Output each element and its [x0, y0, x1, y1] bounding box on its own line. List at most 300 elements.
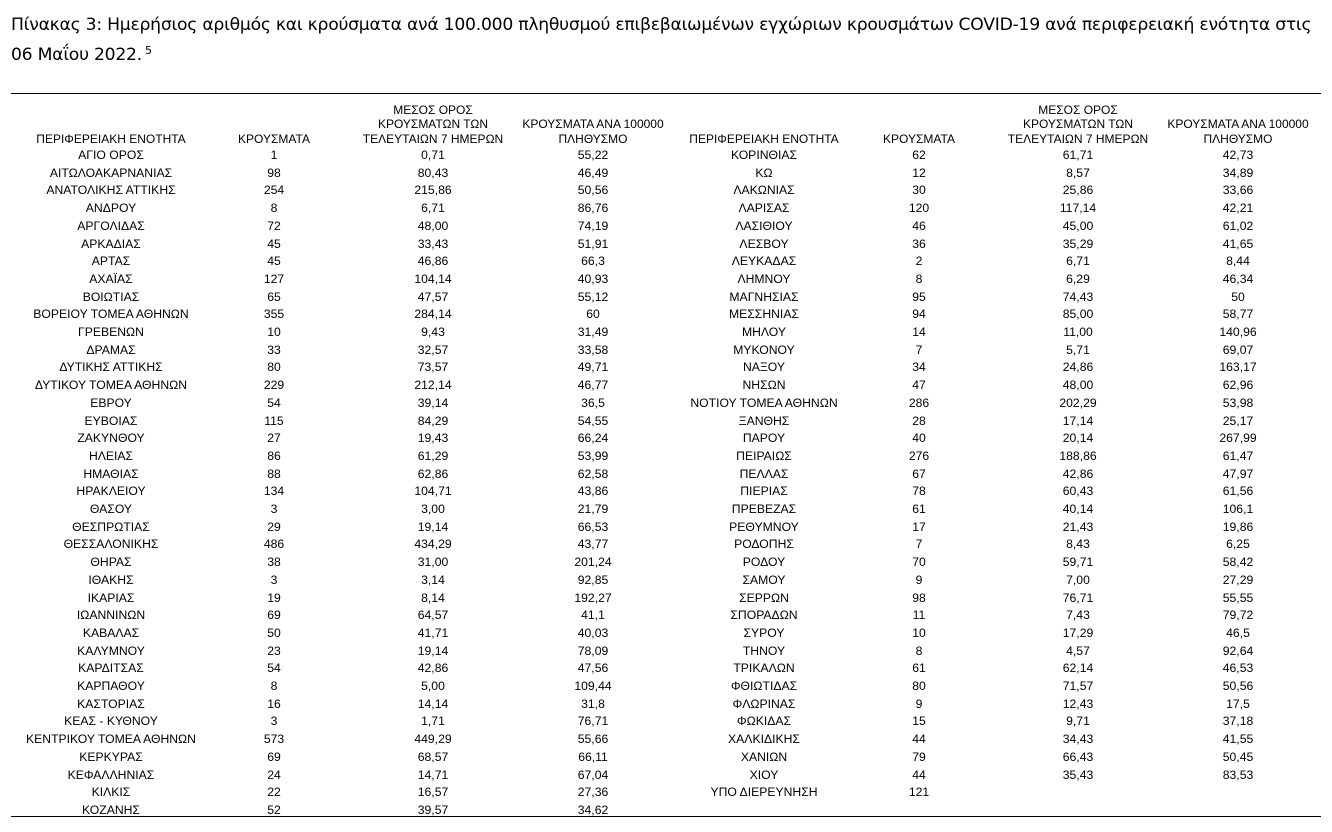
table-top-rule: [11, 93, 1321, 94]
avg7-cell: 7,00: [1066, 572, 1090, 587]
avg7-cell: 21,43: [1062, 519, 1094, 534]
region-cell: ΙΚΑΡΙΑΣ: [87, 590, 135, 605]
avg7-cell: 31,00: [417, 555, 449, 570]
avg7-cell: 35,43: [1062, 767, 1094, 782]
table-row-right: [0, 359, 1332, 377]
per100k-cell: 201,24: [574, 555, 612, 570]
region-cell: ΤΡΙΚΑΛΩΝ: [733, 661, 795, 676]
per100k-cell: 74,19: [577, 218, 609, 233]
cases-cell: 115: [264, 413, 284, 428]
table-row-right: [0, 466, 1332, 484]
cases-cell: 72: [267, 218, 281, 233]
region-cell: ΕΒΡΟΥ: [90, 395, 132, 410]
table-row-right: [0, 625, 1332, 643]
table-row-right: [0, 413, 1332, 431]
avg7-cell: 7,43: [1066, 608, 1090, 623]
cases-cell: 79: [912, 749, 926, 764]
avg7-cell: 34,43: [1062, 732, 1094, 747]
cases-cell: 61: [912, 502, 926, 516]
cases-cell: 1: [270, 148, 278, 162]
avg7-cell: 11,00: [1063, 325, 1093, 339]
avg7-cell: 61,71: [1062, 148, 1094, 162]
table-row-right: [0, 271, 1332, 289]
cases-cell: 54: [267, 661, 281, 676]
avg7-cell: 39,14: [417, 395, 449, 410]
table-row-right: [0, 218, 1332, 236]
region-cell: ΣΠΟΡΑΔΩΝ: [730, 608, 798, 623]
region-cell: ΛΑΡΙΣΑΣ: [738, 201, 790, 216]
header-per100k-left: ΚΡΟΥΣΜΑΤΑ ΑΝΑ 100000 ΠΛΗΘΥΣΜΟ: [522, 117, 664, 146]
per100k-cell: 47,97: [1222, 466, 1254, 481]
avg7-cell: 5,00: [421, 679, 445, 693]
avg7-cell: 9,71: [1066, 714, 1090, 729]
per100k-cell: 79,72: [1222, 608, 1254, 623]
cases-cell: 69: [267, 608, 281, 623]
per100k-cell: 66,24: [577, 431, 609, 446]
region-cell: ΘΕΣΣΑΛΟΝΙΚΗΣ: [63, 537, 159, 552]
cases-cell: 3: [270, 714, 278, 729]
table-row-right: [0, 749, 1332, 767]
region-cell: ΑΡΓΟΛΙΔΑΣ: [77, 218, 145, 233]
region-cell: ΛΕΥΚΑΔΑΣ: [731, 254, 797, 269]
cases-cell: 29: [267, 519, 281, 534]
per100k-cell: 76,71: [577, 714, 609, 729]
region-cell: ΑΝΑΤΟΛΙΚΗΣ ΑΤΤΙΚΗΣ: [46, 183, 176, 198]
region-cell: ΦΛΩΡΙΝΑΣ: [732, 696, 796, 711]
cases-cell: 62: [912, 148, 926, 162]
table-row-right: [0, 784, 1332, 802]
avg7-cell: 74,43: [1062, 289, 1094, 304]
cases-cell: 286: [908, 395, 930, 410]
cases-cell: 8: [270, 679, 278, 693]
cases-cell: 24: [267, 767, 281, 782]
avg7-cell: 42,86: [417, 661, 449, 676]
footnote-marker: 5: [144, 44, 152, 57]
per100k-cell: 41,1: [581, 608, 605, 623]
table-row-right: [0, 501, 1332, 519]
region-cell: ΡΕΘΥΜΝΟΥ: [729, 519, 799, 534]
per100k-cell: 53,99: [577, 448, 609, 463]
avg7-cell: 12,43: [1062, 696, 1094, 711]
region-cell: ΣΑΜΟΥ: [742, 572, 786, 587]
avg7-cell: 202,29: [1059, 395, 1097, 410]
cases-cell: 7: [915, 537, 923, 552]
cases-cell: 8: [915, 643, 923, 658]
avg7-cell: 14,14: [417, 696, 449, 711]
avg7-cell: 47,57: [417, 289, 449, 304]
table-row-right: [0, 519, 1332, 537]
avg7-cell: 20,14: [1062, 431, 1094, 446]
table-row-right: [0, 253, 1332, 271]
per100k-cell: 61,02: [1222, 218, 1254, 233]
avg7-cell: 6,71: [1066, 254, 1090, 269]
per100k-cell: 83,53: [1222, 767, 1254, 782]
region-cell: ΡΟΔΟΥ: [742, 555, 786, 570]
region-cell: ΗΜΑΘΙΑΣ: [83, 466, 139, 481]
region-cell: ΓΡΕΒΕΝΩΝ: [78, 325, 144, 339]
table-row-right: [0, 448, 1332, 466]
avg7-cell: 25,86: [1062, 183, 1094, 198]
per100k-cell: 42,21: [1222, 201, 1254, 216]
avg7-cell: 434,29: [414, 537, 452, 552]
cases-cell: 276: [908, 448, 930, 463]
cases-cell: 88: [267, 466, 281, 481]
table-row-right: [0, 182, 1332, 200]
cases-cell: 38: [267, 555, 281, 570]
table-row-right: [0, 554, 1332, 572]
caption-text: Πίνακας 3: Ημερήσιος αριθμός και κρούσματα ανά 100.000 πληθυσμού επιβεβαιωμένων εγχώριων κρουσμάτων COVID-19 ανά περιφερειακή ενότητα στις 06 Μαΐου 2022.: [11, 15, 1312, 65]
cases-cell: 11: [912, 608, 926, 623]
per100k-cell: 86,76: [577, 201, 609, 216]
per100k-cell: 46,77: [577, 378, 609, 393]
avg7-cell: 41,71: [417, 625, 449, 640]
region-cell: ΠΕΙΡΑΙΩΣ: [736, 448, 792, 463]
region-cell: ΜΗΛΟΥ: [741, 325, 787, 339]
avg7-cell: 19,14: [417, 643, 449, 658]
avg7-cell: 5,71: [1066, 342, 1090, 357]
avg7-cell: 19,14: [417, 519, 449, 534]
avg7-cell: 6,29: [1066, 271, 1090, 286]
avg7-cell: 71,57: [1062, 679, 1094, 693]
avg7-cell: 62,14: [1062, 661, 1094, 676]
avg7-cell: 80,43: [417, 165, 449, 180]
table-row-right: [0, 165, 1332, 183]
region-cell: ΛΑΚΩΝΙΑΣ: [733, 183, 795, 198]
cases-cell: 573: [263, 732, 285, 747]
per100k-cell: 62,58: [577, 466, 609, 481]
per100k-cell: 31,8: [581, 696, 605, 711]
per100k-cell: 41,65: [1222, 236, 1254, 251]
table-row-right: [0, 324, 1332, 342]
table-row-right: [0, 377, 1332, 395]
region-cell: ΑΧΑΪΑΣ: [89, 271, 133, 286]
header-cases-left: ΚΡΟΥΣΜΑΤΑ: [238, 131, 310, 146]
per100k-cell: 19,86: [1222, 519, 1254, 534]
avg7-cell: 42,86: [1062, 466, 1094, 481]
avg7-cell: 59,71: [1062, 555, 1094, 570]
avg7-cell: 76,71: [1062, 590, 1094, 605]
avg7-cell: 64,57: [417, 608, 449, 623]
region-cell: ΚΕΡΚΥΡΑΣ: [79, 749, 143, 764]
avg7-cell: 17,14: [1062, 413, 1094, 428]
per100k-cell: 92,64: [1222, 643, 1254, 658]
per100k-cell: 109,44: [574, 679, 612, 693]
avg7-cell: 46,86: [417, 254, 449, 269]
table-row-right: [0, 696, 1332, 714]
cases-cell: 14: [912, 325, 926, 339]
table-row-right: [0, 572, 1332, 590]
cases-cell: 27: [267, 431, 281, 446]
region-cell: ΚΟΖΑΝΗΣ: [82, 802, 140, 817]
avg7-cell: 215,86: [414, 183, 452, 198]
cases-cell: 86: [267, 448, 281, 463]
region-cell: ΒΟΡΕΙΟΥ ΤΟΜΕΑ ΑΘΗΝΩΝ: [33, 307, 189, 322]
cases-cell: 67: [912, 466, 926, 481]
cases-cell: 94: [912, 307, 926, 322]
cases-cell: 120: [908, 201, 930, 216]
cases-cell: 40: [912, 431, 926, 446]
region-cell: ΧΑΝΙΩΝ: [740, 749, 788, 764]
per100k-cell: 27,36: [577, 785, 609, 800]
per100k-cell: 25,17: [1222, 413, 1254, 428]
avg7-cell: 60,43: [1062, 484, 1094, 499]
per100k-cell: 61,47: [1222, 448, 1254, 463]
per100k-cell: 43,86: [577, 484, 609, 499]
per100k-cell: 54,55: [577, 413, 609, 428]
per100k-cell: 31,49: [577, 325, 609, 339]
avg7-cell: 9,43: [421, 325, 445, 339]
per100k-cell: 55,55: [1222, 590, 1254, 605]
cases-cell: 65: [267, 289, 281, 304]
table-row-right: [0, 147, 1332, 165]
cases-cell: 44: [912, 767, 926, 782]
avg7-cell: 85,00: [1062, 307, 1094, 322]
per100k-cell: 46,5: [1226, 625, 1250, 640]
avg7-cell: 48,00: [417, 218, 449, 233]
region-cell: ΚΕΑΣ - ΚΥΘΝΟΥ: [64, 714, 158, 729]
per100k-cell: 27,29: [1222, 572, 1254, 587]
table-row-right: [0, 289, 1332, 307]
avg7-cell: 32,57: [417, 342, 449, 357]
per100k-cell: 62,96: [1222, 378, 1254, 393]
cases-cell: 34: [912, 360, 926, 375]
cases-cell: 98: [912, 590, 926, 605]
header-cases-right: ΚΡΟΥΣΜΑΤΑ: [883, 131, 955, 146]
avg7-cell: 39,57: [417, 802, 449, 817]
avg7-cell: 8,14: [421, 590, 445, 605]
region-cell: ΤΗΝΟΥ: [742, 643, 786, 658]
region-cell: ΑΙΤΩΛΟΑΚΑΡΝΑΝΙΑΣ: [49, 165, 173, 180]
region-cell: ΚΙΛΚΙΣ: [91, 785, 131, 800]
avg7-cell: 62,86: [417, 466, 449, 481]
per100k-cell: 55,66: [577, 732, 609, 747]
avg7-cell: 66,43: [1062, 749, 1094, 764]
region-cell: ΘΕΣΠΡΩΤΙΑΣ: [72, 519, 150, 534]
cases-cell: 33: [267, 342, 281, 357]
region-cell: ΛΑΣΙΘΙΟΥ: [735, 218, 793, 233]
avg7-cell: 84,29: [417, 413, 449, 428]
region-cell: ΔΡΑΜΑΣ: [86, 342, 136, 357]
region-cell: ΙΘΑΚΗΣ: [88, 572, 134, 587]
header-region-left: ΠΕΡΙΦΕΡΕΙΑΚΗ ΕΝΟΤΗΤΑ: [36, 131, 186, 146]
cases-cell: 134: [263, 484, 285, 499]
avg7-cell: 16,57: [417, 785, 449, 800]
cases-cell: 61: [912, 661, 926, 676]
avg7-cell: 1,71: [421, 714, 445, 729]
cases-cell: 44: [912, 732, 926, 747]
cases-cell: 28: [912, 413, 926, 428]
region-cell: ΚΕΝΤΡΙΚΟΥ ΤΟΜΕΑ ΑΘΗΝΩΝ: [26, 732, 196, 747]
per100k-cell: 140,96: [1219, 325, 1257, 339]
header-region-right: ΠΕΡΙΦΕΡΕΙΑΚΗ ΕΝΟΤΗΤΑ: [689, 131, 839, 146]
table-row-right: [0, 236, 1332, 254]
cases-cell: 23: [267, 643, 281, 658]
per100k-cell: 267,99: [1219, 431, 1257, 446]
cases-cell: 80: [267, 360, 281, 375]
avg7-cell: 61,29: [417, 448, 449, 463]
per100k-cell: 21,79: [577, 502, 609, 516]
region-cell: ΞΑΝΘΗΣ: [738, 413, 790, 428]
cases-cell: 36: [912, 236, 926, 251]
cases-cell: 9: [915, 572, 923, 587]
region-cell: ΚΩ: [755, 165, 773, 180]
avg7-cell: 188,86: [1059, 448, 1097, 463]
cases-cell: 47: [912, 378, 926, 393]
avg7-cell: 0,71: [421, 148, 445, 162]
cases-cell: 52: [267, 802, 281, 817]
per100k-cell: 66,11: [578, 749, 608, 764]
per100k-cell: 67,04: [577, 767, 609, 782]
per100k-cell: 192,27: [574, 590, 612, 605]
region-cell: ΧΑΛΚΙΔΙΚΗΣ: [728, 732, 800, 747]
avg7-cell: 104,71: [414, 484, 452, 499]
cases-cell: 9: [915, 696, 923, 711]
region-cell: ΣΕΡΡΩΝ: [739, 590, 789, 605]
region-cell: ΝΑΞΟΥ: [742, 360, 786, 375]
region-cell: ΠΡΕΒΕΖΑΣ: [731, 502, 797, 516]
cases-cell: 17: [912, 519, 926, 534]
table-row-right: [0, 395, 1332, 413]
region-cell: ΚΑΣΤΟΡΙΑΣ: [77, 696, 145, 711]
cases-cell: 10: [267, 325, 281, 339]
per100k-cell: 163,17: [1219, 360, 1257, 375]
region-cell: ΦΘΙΩΤΙΔΑΣ: [730, 679, 798, 693]
region-cell: ΚΑΒΑΛΑΣ: [82, 625, 140, 640]
avg7-cell: 104,14: [414, 271, 452, 286]
table-row-right: [0, 643, 1332, 661]
per100k-cell: 17,5: [1226, 696, 1250, 711]
table-row-right: [0, 200, 1332, 218]
avg7-cell: 24,86: [1062, 360, 1094, 375]
region-cell: ΑΝΔΡΟΥ: [85, 201, 137, 216]
per100k-cell: 106,1: [1222, 502, 1254, 516]
avg7-cell: 48,00: [1062, 378, 1094, 393]
header-avg7-right: ΜΕΣΟΣ ΟΡΟΣ ΚΡΟΥΣΜΑΤΩΝ ΤΩΝ ΤΕΛΕΥΤΑΙΩΝ 7 ΗΜΕΡΩΝ: [1007, 102, 1149, 146]
per100k-cell: 51,91: [577, 236, 609, 251]
cases-cell: 486: [263, 537, 285, 552]
region-cell: ΚΑΛΥΜΝΟΥ: [77, 643, 145, 658]
avg7-cell: 73,57: [417, 360, 449, 375]
region-cell: ΗΛΕΙΑΣ: [88, 448, 134, 463]
avg7-cell: 19,43: [417, 431, 449, 446]
avg7-cell: 35,29: [1062, 236, 1094, 251]
region-cell: ΛΕΣΒΟΥ: [739, 236, 789, 251]
avg7-cell: 3,00: [421, 502, 445, 516]
table-row-right: [0, 536, 1332, 554]
table-row-right: [0, 678, 1332, 696]
region-cell: ΦΩΚΙΔΑΣ: [736, 714, 792, 729]
table-row-right: [0, 660, 1332, 678]
per100k-cell: 78,09: [577, 643, 609, 658]
per100k-cell: 50,56: [577, 183, 609, 198]
region-cell: ΥΠΟ ΔΙΕΡΕΥΝΗΣΗ: [710, 785, 818, 800]
region-cell: ΠΕΛΛΑΣ: [739, 466, 789, 481]
cases-cell: 70: [912, 555, 926, 570]
avg7-cell: 40,14: [1062, 502, 1094, 516]
avg7-cell: 449,29: [414, 732, 452, 747]
per100k-cell: 36,5: [581, 395, 605, 410]
cases-cell: 50: [267, 625, 281, 640]
cases-cell: 121: [908, 785, 930, 800]
per100k-cell: 33,66: [1222, 183, 1254, 198]
header-per100k-right: ΚΡΟΥΣΜΑΤΑ ΑΝΑ 100000 ΠΛΗΘΥΣΜΟ: [1167, 117, 1309, 146]
cases-cell: 95: [912, 289, 926, 304]
table-bottom-rule: [11, 816, 1321, 817]
per100k-cell: 33,58: [577, 342, 609, 357]
region-cell: ΚΑΡΠΑΘΟΥ: [77, 679, 145, 693]
per100k-cell: 40,93: [577, 271, 609, 286]
region-cell: ΛΗΜΝΟΥ: [737, 271, 791, 286]
region-cell: ΜΕΣΣΗΝΙΑΣ: [728, 307, 799, 322]
region-cell: ΕΥΒΟΙΑΣ: [84, 413, 138, 428]
per100k-cell: 6,25: [1226, 537, 1250, 552]
avg7-cell: 8,57: [1066, 165, 1090, 180]
avg7-cell: 68,57: [417, 749, 449, 764]
table-row-right: [0, 430, 1332, 448]
per100k-cell: 50: [1231, 289, 1245, 304]
avg7-cell: 212,14: [414, 378, 452, 393]
table-row-right: [0, 306, 1332, 324]
region-cell: ΚΟΡΙΝΘΙΑΣ: [730, 148, 798, 162]
avg7-cell: 17,29: [1062, 625, 1094, 640]
region-cell: ΔΥΤΙΚΟΥ ΤΟΜΕΑ ΑΘΗΝΩΝ: [34, 378, 188, 393]
region-cell: ΔΥΤΙΚΗΣ ΑΤΤΙΚΗΣ: [59, 360, 163, 375]
cases-cell: 54: [267, 395, 281, 410]
table-row-right: [0, 483, 1332, 501]
cases-cell: 16: [267, 696, 281, 711]
avg7-cell: 14,71: [417, 767, 449, 782]
region-cell: ΙΩΑΝΝΙΝΩΝ: [76, 608, 146, 623]
region-cell: ΒΟΙΩΤΙΑΣ: [82, 289, 140, 304]
avg7-cell: 4,57: [1066, 643, 1090, 658]
per100k-cell: 34,89: [1222, 165, 1254, 180]
avg7-cell: 3,14: [421, 572, 445, 587]
per100k-cell: 43,77: [577, 537, 609, 552]
per100k-cell: 42,73: [1222, 148, 1254, 162]
cases-cell: 98: [267, 165, 281, 180]
cases-cell: 78: [912, 484, 926, 499]
avg7-cell: 33,43: [417, 236, 449, 251]
cases-cell: 80: [912, 679, 926, 693]
cases-cell: 45: [267, 254, 281, 269]
cases-cell: 22: [267, 785, 281, 800]
region-cell: ΚΕΦΑΛΛΗΝΙΑΣ: [67, 767, 155, 782]
table-row-right: [0, 713, 1332, 731]
region-cell: ΡΟΔΟΠΗΣ: [734, 537, 794, 552]
per100k-cell: 46,53: [1222, 661, 1254, 676]
table-row-right: [0, 342, 1332, 360]
per100k-cell: 61,56: [1222, 484, 1254, 499]
region-cell: ΜΥΚΟΝΟΥ: [733, 342, 795, 357]
cases-cell: 7: [915, 342, 923, 357]
table-row-right: [0, 731, 1332, 749]
per100k-cell: 40,03: [577, 625, 609, 640]
cases-cell: 254: [263, 183, 285, 198]
per100k-cell: 50,45: [1222, 749, 1254, 764]
cases-cell: 8: [915, 271, 923, 286]
region-cell: ΘΗΡΑΣ: [90, 555, 132, 570]
cases-cell: 127: [263, 271, 285, 286]
cases-cell: 12: [912, 165, 926, 180]
per100k-cell: 60: [586, 307, 600, 322]
region-cell: ΖΑΚΥΝΘΟΥ: [77, 431, 145, 446]
cases-cell: 30: [912, 183, 926, 198]
region-cell: ΚΑΡΔΙΤΣΑΣ: [78, 661, 144, 676]
avg7-cell: 45,00: [1062, 218, 1094, 233]
avg7-cell: 284,14: [414, 307, 452, 322]
per100k-cell: 46,34: [1222, 271, 1254, 286]
per100k-cell: 46,49: [577, 165, 609, 180]
